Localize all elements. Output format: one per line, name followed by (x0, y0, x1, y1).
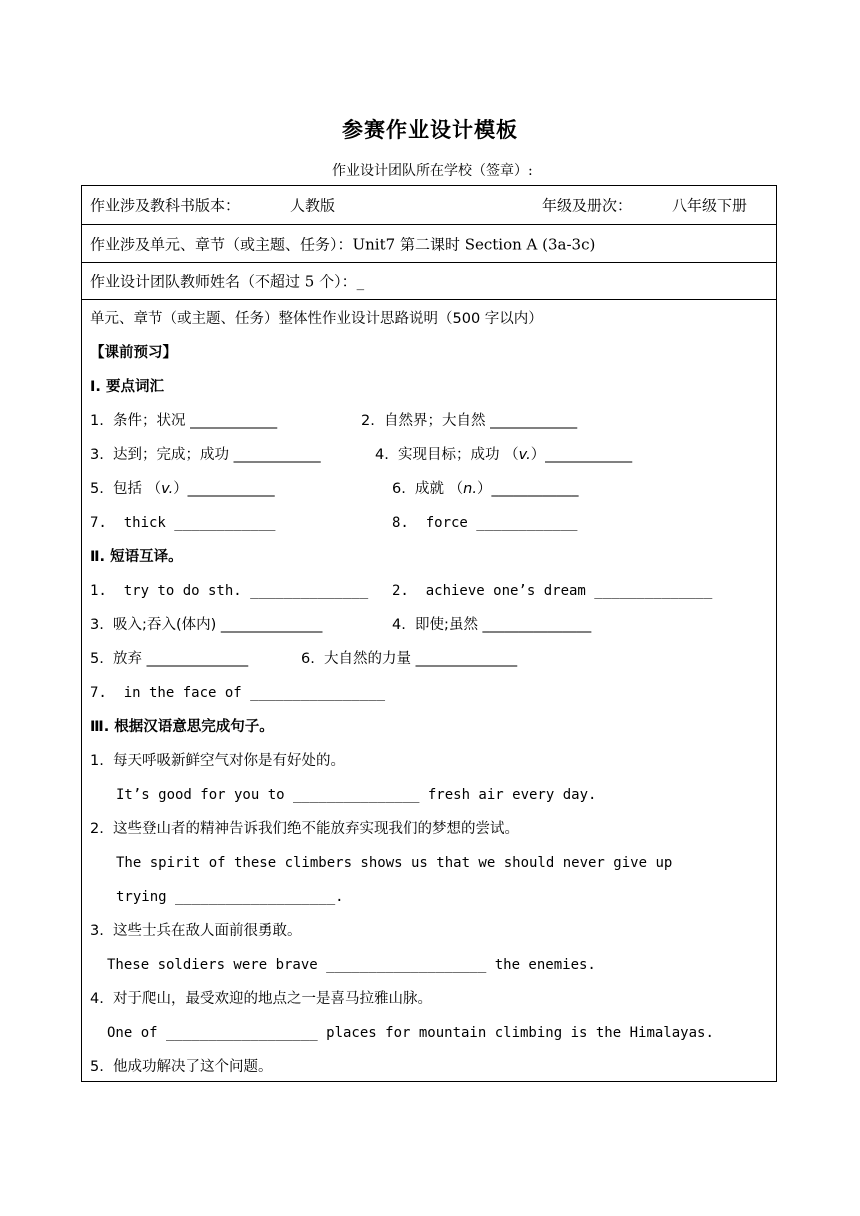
textbook-version-row (82, 186, 776, 225)
homework-table (81, 185, 777, 1082)
vocab-item: 6. 成就 （n.）____________ (392, 481, 579, 497)
design-content (82, 300, 776, 1081)
teachers-text: 作业设计团队教师姓名（不超过 5 个）：_ (90, 272, 365, 291)
phrase-item: 1. try to do sth. ______________ (90, 583, 369, 599)
vocab-item: 1. 条件；状况 ____________ (90, 413, 278, 429)
grade-label: 年级及册次： (542, 196, 633, 215)
sentence-cn: 1. 每天呼吸新鲜空气对你是有好处的。 (90, 753, 346, 769)
phrase-item: 2. achieve one’s dream ______________ (392, 583, 713, 599)
phrase-item: 5. 放弃 ______________ (90, 651, 249, 667)
unit-text: 作业涉及单元、章节（或主题、任务）：Unit7 第二课时 Section A (3a-3c) (90, 235, 596, 253)
vocab-item: 7. thick ____________ (90, 515, 276, 531)
sentence-en: The spirit of these climbers shows us that we should never give up (116, 855, 673, 871)
phrase-heading: Ⅱ. 短语互译。 (90, 549, 183, 565)
sentence-heading: Ⅲ. 根据汉语意思完成句子。 (90, 719, 274, 735)
unit-row (82, 225, 776, 263)
vocab-item: 8. force ____________ (392, 515, 578, 531)
vocab-item: 2. 自然界；大自然 ____________ (361, 413, 578, 429)
sentence-cn: 5. 他成功解决了这个问题。 (90, 1059, 273, 1075)
design-intro: 单元、章节（或主题、任务）整体性作业设计思路说明（500 字以内） (90, 311, 543, 327)
teachers-row (82, 263, 776, 300)
vocab-heading: Ⅰ. 要点词汇 (90, 379, 164, 395)
sentence-en: These soldiers were brave ___________________ the enemies. (107, 957, 596, 973)
page-title: 参赛作业设计模板 (342, 118, 518, 142)
sentence-en: One of __________________ places for mountain climbing is the Himalayas. (107, 1025, 714, 1041)
sentence-en: It’s good for you to _______________ fresh air every day. (116, 787, 597, 803)
sentence-en: trying ___________________. (116, 889, 344, 905)
vocab-item: 4. 实现目标；成功 （v.）____________ (375, 447, 633, 463)
phrase-item: 7. in the face of ________________ (90, 685, 386, 701)
vocab-item: 5. 包括 （v.）____________ (90, 481, 275, 497)
vocab-item: 3. 达到；完成；成功 ____________ (90, 447, 321, 463)
sentence-cn: 3. 这些士兵在敌人面前很勇敢。 (90, 923, 302, 939)
phrase-item: 4. 即使;虽然 _______________ (392, 617, 592, 633)
sentence-cn: 2. 这些登山者的精神告诉我们绝不能放弃实现我们的梦想的尝试。 (90, 821, 520, 837)
sentence-cn: 4. 对于爬山，最受欢迎的地点之一是喜马拉雅山脉。 (90, 991, 433, 1007)
grade-value: 八年级下册 (672, 196, 748, 215)
textbook-version-label: 作业涉及教科书版本： (90, 196, 241, 215)
phrase-item: 6. 大自然的力量 ______________ (301, 651, 518, 667)
textbook-version-value: 人教版 (290, 196, 336, 215)
preview-heading: 【课前预习】 (90, 345, 177, 361)
phrase-item: 3. 吸入;吞入(体内) ______________ (90, 617, 323, 633)
school-signature-label: 作业设计团队所在学校（签章）: (332, 163, 533, 179)
